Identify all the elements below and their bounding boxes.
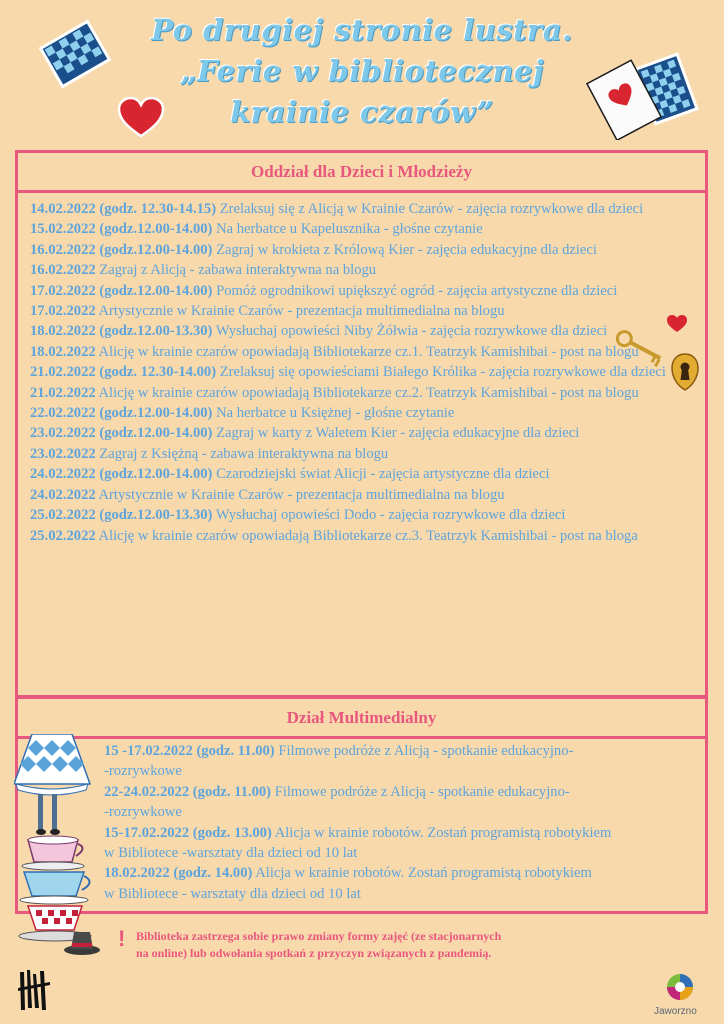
event-date: 22-24.02.2022 [104, 783, 190, 800]
event-item [104, 782, 694, 823]
event-description: Zagraj z Alicją - zabawa interaktywna na blogu [99, 262, 377, 279]
event-date: 24.02.2022 [30, 486, 96, 503]
event-description: Zagraj w krokieta z Królową Kier - zajęcia edukacyjne dla dzieci [216, 241, 597, 258]
event-date: 25.02.2022 [30, 527, 96, 544]
event-description: Czarodziejski świat Alicji - zajęcia artystyczne dla dzieci [216, 466, 550, 483]
event-description: Na herbatce u Księżnej - głośne czytanie [216, 405, 455, 422]
event-date: 16.02.2022 [30, 262, 96, 279]
event-item [30, 403, 690, 423]
event-item [30, 485, 690, 505]
event-description-continued: w Bibliotece -warsztaty dla dzieci od 10 lat [104, 845, 358, 862]
event-item [30, 444, 690, 464]
notice-line-1: Biblioteka zastrzega sobie prawo zmiany formy zajęć (ze stacjonarnych [136, 929, 502, 943]
event-date: 23.02.2022 [30, 425, 96, 442]
event-time: (godz. 11.00) [192, 783, 272, 800]
event-item [30, 505, 690, 525]
event-description: Zrelaksuj się z Alicją w Krainie Czarów - zajęcia rozrywkowe dla dzieci [219, 201, 644, 217]
exclamation-mark: ! [118, 926, 126, 951]
children-section [15, 150, 708, 698]
event-description-continued: -rozrywkowe [104, 763, 182, 780]
title-line-3: krainie czarów” [230, 95, 494, 129]
event-item [30, 383, 690, 403]
event-time: (godz.12.00-14.00) [99, 282, 213, 299]
event-date: 23.02.2022 [30, 445, 96, 462]
checkered-card-icon [34, 18, 116, 90]
event-description: Alicję w krainie czarów opowiadają Bibliotekarze cz.3. Teatrzyk Kamishibai - post na bloga [98, 527, 638, 544]
event-date: 21.02.2022 [30, 384, 96, 401]
event-description: Artystycznie w Krainie Czarów - prezentacja multimedialna na blogu [98, 303, 505, 320]
event-date: 17.02.2022 [30, 303, 96, 320]
event-time: (godz.12.00-13.30) [99, 507, 213, 524]
event-description: Alicję w krainie czarów opowiadają Bibliotekarze cz.1. Teatrzyk Kamishibai - post na blogu [98, 343, 639, 360]
event-description: Wysłuchaj opowieści Dodo - zajęcia rozrywkowe dla dzieci [215, 507, 566, 524]
event-time: (godz.12.00-13.30) [99, 323, 213, 340]
library-logo [16, 968, 52, 1012]
event-time: (godz. 12.30-14.15) [99, 201, 217, 217]
event-description-continued: w Bibliotece - warsztaty dla dzieci od 10 lat [104, 885, 361, 902]
event-list [104, 741, 694, 904]
event-description: Zagraj z Księżną - zabawa interaktywna na blogu [99, 445, 389, 462]
hat-icon [62, 926, 102, 956]
event-time: (godz.12.00-14.00) [99, 221, 213, 238]
event-date: 18.02.2022 [104, 865, 170, 882]
event-item [104, 823, 694, 864]
event-item [30, 301, 690, 321]
event-time: (godz. 12.30-14.00) [99, 364, 217, 381]
event-item [104, 741, 694, 782]
event-date: 21.02.2022 [30, 364, 96, 381]
title-line-2: „Ferie w bibliotecznej [180, 54, 544, 88]
event-item [30, 464, 690, 484]
jaworzno-logo-text: Jaworzno [654, 1006, 697, 1017]
event-item [30, 240, 690, 260]
event-item [30, 423, 690, 443]
event-date: 25.02.2022 [30, 507, 96, 524]
event-time: (godz.12.00-14.00) [99, 466, 213, 483]
event-item [30, 219, 690, 239]
event-item [30, 342, 690, 362]
event-list [30, 199, 690, 546]
section-header: Oddział dla Dzieci i Młodzieży [18, 153, 705, 193]
event-date: 22.02.2022 [30, 405, 96, 422]
event-description-continued: -rozrywkowe [104, 804, 182, 821]
event-description: Alicja w krainie robotów. Zostań programistą robotykiem [255, 865, 592, 882]
event-date: 17.02.2022 [30, 282, 96, 299]
multimedia-section [15, 696, 708, 914]
event-description: Na herbatce u Kapelusznika - głośne czytanie [216, 221, 483, 238]
playing-cards-icon [584, 48, 704, 140]
event-time: (godz. 13.00) [192, 824, 272, 841]
title-line-1: Po drugiej stronie lustra. [151, 13, 573, 47]
disclaimer-notice [136, 928, 606, 962]
event-time: (godz. 14.00) [173, 865, 253, 882]
event-date: 14.02.2022 [30, 201, 96, 217]
event-date: 15 -17.02.2022 [104, 743, 193, 759]
event-description: Artystycznie w Krainie Czarów - prezentacja multimedialna na blogu [98, 486, 505, 503]
event-item [30, 260, 690, 280]
event-time: (godz.12.00-14.00) [99, 241, 213, 258]
jaworzno-logo-icon [664, 970, 696, 1004]
event-item [30, 526, 690, 546]
event-date: 18.02.2022 [30, 343, 96, 360]
section-header: Dział Multimedialny [18, 699, 705, 739]
event-date: 18.02.2022 [30, 323, 96, 340]
event-item [30, 321, 690, 341]
event-description: Alicja w krainie robotów. Zostań programistą robotykiem [274, 824, 612, 841]
event-description: Filmowe podróże z Alicją - spotkanie edukacyjno- [274, 783, 570, 800]
event-date: 16.02.2022 [30, 241, 96, 258]
event-item [30, 281, 690, 301]
event-description: Zrelaksuj się opowieściami Białego Królika - zajęcia rozrywkowe dla dzieci [219, 364, 666, 381]
event-description: Pomóż ogrodnikowi upiększyć ogród - zajęcia artystyczne dla dzieci [216, 282, 618, 299]
event-item [104, 863, 694, 904]
event-time: (godz.12.00-14.00) [99, 425, 213, 442]
heart-icon [116, 96, 166, 140]
event-description: Wysłuchaj opowieści Niby Żółwia - zajęcia rozrywkowe dla dzieci [215, 323, 608, 340]
event-description: Alicję w krainie czarów opowiadają Bibliotekarze cz.2. Teatrzyk Kamishibai - post na blogu [98, 384, 639, 401]
notice-line-2: na online) lub odwołania spotkań z przyczyn związanych z pandemią. [136, 946, 492, 960]
event-date: 24.02.2022 [30, 466, 96, 483]
event-item [30, 362, 690, 382]
event-date: 15-17.02.2022 [104, 824, 190, 841]
event-description: Zagraj w karty z Waletem Kier - zajęcia edukacyjne dla dzieci [216, 425, 580, 442]
event-time: (godz. 11.00) [196, 743, 275, 759]
event-date: 15.02.2022 [30, 221, 96, 238]
event-description: Filmowe podróże z Alicją - spotkanie edukacyjno- [278, 743, 574, 759]
event-time: (godz.12.00-14.00) [99, 405, 213, 422]
event-item [30, 199, 690, 219]
